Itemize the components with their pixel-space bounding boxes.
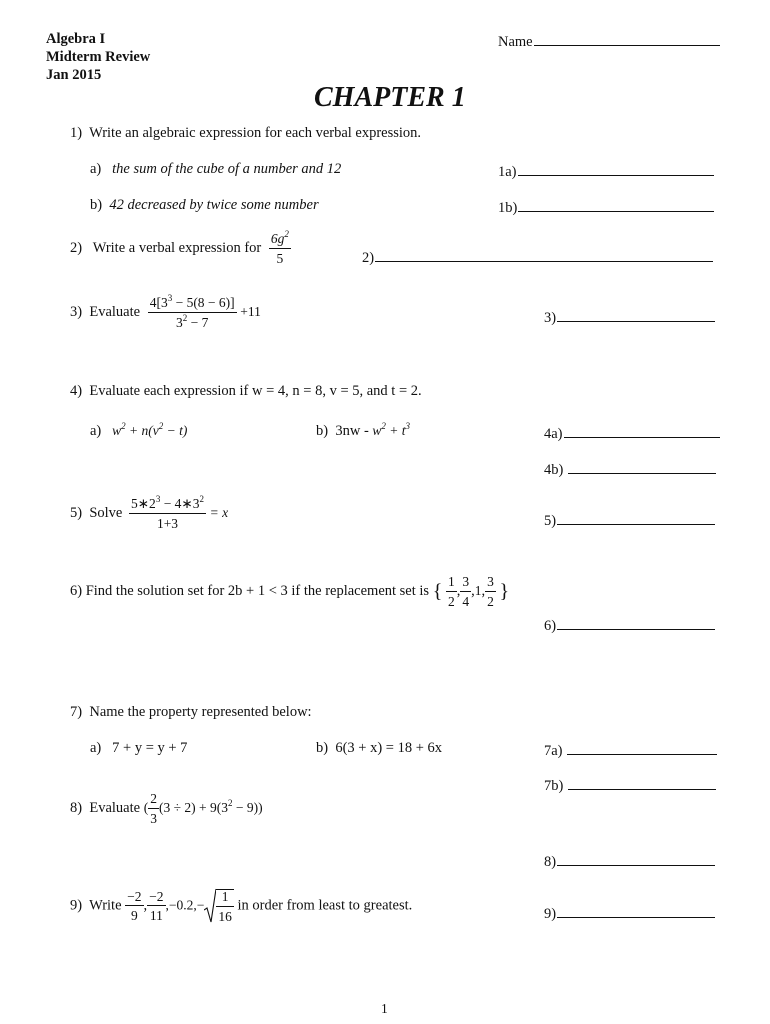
square-root-icon: $\frac{1}{16}$: [204, 888, 234, 924]
question-number: 2): [70, 239, 83, 256]
answer-7b[interactable]: [544, 776, 716, 794]
question-prompt: Evaluate: [89, 303, 141, 320]
question-8: 8) Evaluate ( $\frac{2}{3}$ $(3 \div 2) + 9(3^2 - 9)$): [70, 791, 263, 826]
doc-date: Jan 2015: [46, 67, 102, 83]
answer-line: [557, 904, 715, 918]
question-4a: [90, 421, 188, 439]
number-fraction: $\frac{-2}{11}$: [149, 888, 164, 923]
question-9: 9) Write $\frac{-2}{9}$ , $\frac{-2}{11}$ ,−0.2,− $\frac{1}{16}$ in order from least to greatest.: [70, 888, 413, 924]
answer-line: [564, 424, 720, 438]
part-text: the sum of the cube of a number and 12: [112, 161, 342, 177]
answer-1a[interactable]: [498, 162, 714, 180]
part-label: a): [90, 161, 102, 177]
course-title: Algebra I: [46, 31, 106, 47]
question-prompt: Evaluate: [89, 799, 141, 816]
part-label: b): [90, 197, 103, 213]
question-5: 5) Solve $\frac{5∗2^3 - 4∗3^2}{1+3}$ = x: [70, 494, 229, 531]
part-label: b): [316, 423, 329, 439]
question-7b: [316, 741, 442, 756]
answer-line: [568, 776, 716, 790]
answer-3[interactable]: [544, 308, 715, 326]
answer-label: 9): [544, 906, 557, 922]
expression-fraction: $\frac{5∗2^3 - 4∗3^2}{1+3}$: [131, 494, 204, 531]
name-field[interactable]: [498, 32, 720, 50]
answer-line: [518, 198, 714, 212]
answer-label: 1a): [498, 164, 517, 180]
question-number: 5): [70, 504, 83, 521]
question-prompt: Write a verbal expression for: [92, 239, 262, 256]
doc-type: Midterm Review: [46, 49, 151, 65]
question-prompt: Write an algebraic expression for each verbal expression.: [89, 125, 422, 141]
part-text: 6(3 + x) = 18 + 6x: [335, 740, 443, 756]
question-prompt: Name the property represented below:: [89, 704, 312, 720]
answer-label: 2): [362, 250, 375, 266]
question-number: 9): [70, 897, 83, 914]
question-number: 4): [70, 383, 83, 399]
set-fraction: $\frac{1}{2}$: [447, 574, 455, 609]
part-label: b): [316, 740, 329, 756]
answer-line: [567, 741, 717, 755]
question-1a: [90, 162, 341, 177]
number-fraction: $\frac{-2}{9}$: [127, 888, 142, 923]
set-fraction: $\frac{3}{4}$: [462, 574, 470, 609]
question-6: 6) Find the solution set for 2b + 1 < 3 if the replacement set is { $\frac{1}{2}$ , $\frac{3}{4}$ ,1, $\frac{3}{2}$ }: [70, 574, 510, 609]
question-prompt: Write: [89, 897, 122, 914]
answer-line: [568, 460, 716, 474]
answer-line: [557, 308, 715, 322]
answer-label: 8): [544, 854, 557, 870]
set-fraction: $\frac{3}{2}$: [487, 574, 494, 609]
expression-fraction: $\frac{6g^2}{5}$: [270, 229, 289, 266]
answer-label: 3): [544, 310, 557, 326]
question-number: 7): [70, 704, 83, 720]
name-line[interactable]: [534, 32, 720, 46]
answer-label: 7b): [544, 778, 564, 794]
expression-fraction: $\frac{2}{3}$: [150, 791, 157, 826]
expression: $w^2 + t^3$: [372, 421, 411, 438]
question-prompt: Evaluate each expression if w = 4, n = 8, v = 5, and t = 2.: [89, 383, 422, 399]
page-number: 1: [381, 1001, 388, 1016]
answer-label: 5): [544, 513, 557, 529]
answer-label: 4a): [544, 426, 563, 442]
answer-6[interactable]: [544, 616, 715, 634]
question-7a: [90, 741, 187, 756]
answer-4a[interactable]: [544, 424, 720, 442]
answer-line: [557, 852, 715, 866]
question-suffix: in order from least to greatest.: [237, 897, 413, 914]
question-prompt: Solve: [89, 504, 123, 521]
answer-line: [557, 616, 715, 630]
answer-8[interactable]: [544, 852, 715, 870]
answer-label: 1b): [498, 200, 518, 216]
answer-4b[interactable]: [544, 460, 716, 478]
question-2: [70, 229, 291, 266]
answer-7a[interactable]: [544, 741, 717, 759]
part-label: a): [90, 423, 102, 439]
question-number: 1): [70, 125, 83, 141]
part-text: 7 + y = y + 7: [112, 740, 188, 756]
question-1: [70, 126, 421, 141]
question-4b: b) $3nw - w^2 + t^3$: [316, 421, 411, 439]
answer-1b[interactable]: [498, 198, 714, 216]
part-label: a): [90, 740, 102, 756]
answer-label: 4b): [544, 462, 564, 478]
answer-label: 6): [544, 618, 557, 634]
answer-line: [557, 511, 715, 525]
question-number: 6): [70, 582, 83, 599]
answer-line: [375, 248, 713, 262]
expression-fraction: $\frac{4[3^3 - 5(8 - 6)]}{3^2 - 7}$: [149, 293, 235, 330]
answer-9[interactable]: [544, 904, 715, 922]
question-number: 8): [70, 799, 83, 816]
question-1b: [90, 198, 319, 213]
question-number: 3): [70, 303, 83, 320]
question-7: [70, 705, 312, 720]
question-4: [70, 384, 422, 399]
expression: $w^2 + n(v^2 - t)$: [112, 421, 188, 438]
answer-label: 7a): [544, 743, 563, 759]
answer-5[interactable]: [544, 511, 715, 529]
part-text: 42 decreased by twice some number: [109, 197, 319, 213]
answer-line: [518, 162, 714, 176]
answer-2[interactable]: [362, 248, 713, 266]
chapter-title: CHAPTER 1: [314, 82, 466, 113]
question-prompt: Find the solution set for 2b + 1 < 3 if the replacement set is: [85, 582, 430, 599]
name-label: Name: [498, 34, 533, 50]
question-3: 3) Evaluate $\frac{4[3^3 - 5(8 - 6)]}{3^2 - 7}$ +11: [70, 293, 261, 330]
